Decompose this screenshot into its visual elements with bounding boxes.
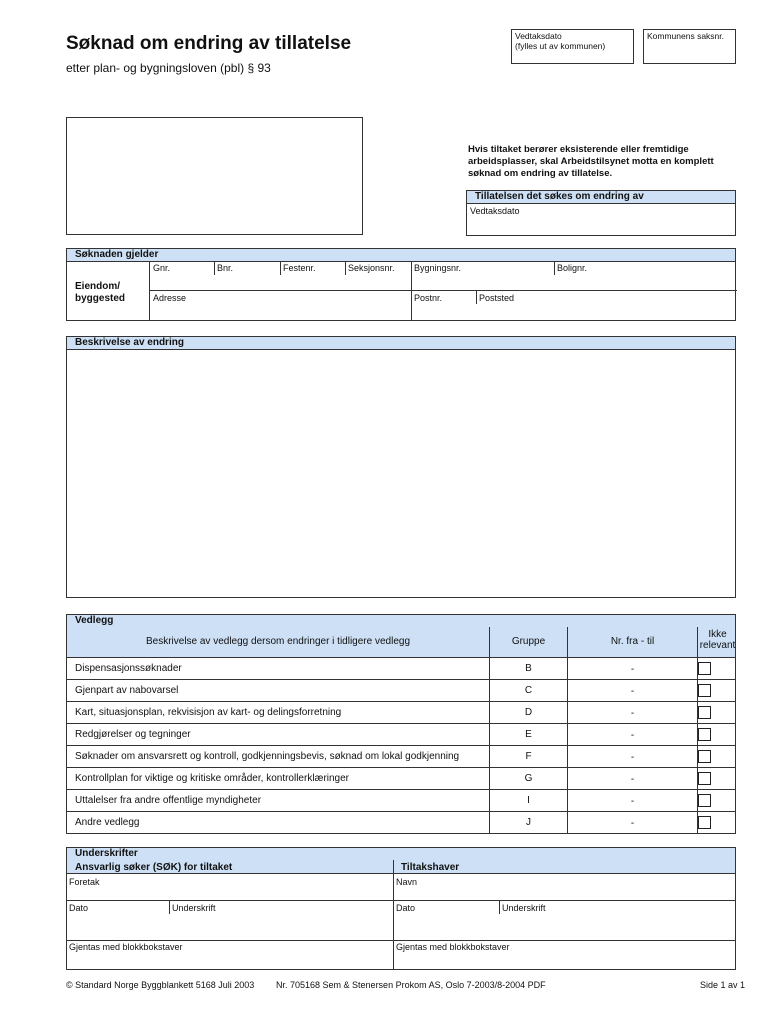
ikke-relevant-checkbox[interactable] xyxy=(698,794,711,807)
bygningsnr-field[interactable]: Bygningsnr. xyxy=(414,263,462,273)
divider xyxy=(411,261,412,321)
tiltakshaver-underskrift-field[interactable]: Underskrift xyxy=(502,903,546,913)
row-nr-field[interactable]: - xyxy=(567,746,697,767)
row-gruppe: F xyxy=(489,746,567,767)
vedlegg-table xyxy=(66,627,736,834)
table-row xyxy=(67,657,735,679)
tillatelsen-section xyxy=(466,190,736,236)
divider xyxy=(345,261,346,275)
divider xyxy=(67,900,735,901)
festenr-field[interactable]: Festenr. xyxy=(283,263,316,273)
divider xyxy=(67,940,735,941)
form-subtitle: etter plan- og bygningsloven (pbl) § 93 xyxy=(66,61,271,75)
bnr-field[interactable]: Bnr. xyxy=(217,263,234,273)
tiltakshaver-gjentas-field[interactable]: Gjentas med blokkbokstaver xyxy=(396,942,510,952)
form-title: Søknad om endring av tillatelse xyxy=(66,33,352,54)
vedtaksdato-box[interactable] xyxy=(511,29,634,64)
col-ikke-line2: relevant xyxy=(699,640,736,651)
seksjonsnr-field[interactable]: Seksjonsnr. xyxy=(348,263,395,273)
ikke-relevant-checkbox[interactable] xyxy=(698,684,711,697)
divider xyxy=(149,261,150,321)
divider xyxy=(393,860,394,970)
row-nr-field[interactable]: - xyxy=(567,812,697,833)
row-label: Redgjørelser og tegninger xyxy=(75,729,191,740)
ikke-relevant-checkbox[interactable] xyxy=(698,750,711,763)
row-gruppe: G xyxy=(489,768,567,789)
navn-field[interactable]: Navn xyxy=(396,877,418,887)
beskrivelse-heading: Beskrivelse av endring xyxy=(66,336,736,350)
table-row xyxy=(67,811,735,833)
row-label: Dispensasjonssøknader xyxy=(75,663,182,674)
row-label: Kontrollplan for viktige og kritiske områder, kontrollerklæringer xyxy=(75,773,350,784)
row-nr-field[interactable]: - xyxy=(567,790,697,811)
eiendom-table xyxy=(66,261,736,321)
col-ikke-relevant-header xyxy=(697,627,737,657)
arbeidstilsynet-notice: Hvis tiltaket berører eksisterende eller fremtidige arbeidsplasser, skal Arbeidstilsynet motta en komplett søknad om endring av tillatelse. xyxy=(468,144,714,179)
vedtaksdato-note: (fylles ut av kommunen) xyxy=(515,40,606,51)
divider xyxy=(149,290,737,291)
tillatelsen-vedtaksdato-field[interactable] xyxy=(466,204,736,236)
ikke-relevant-checkbox[interactable] xyxy=(698,728,711,741)
row-gruppe: J xyxy=(489,812,567,833)
ikke-relevant-checkbox[interactable] xyxy=(698,772,711,785)
table-row xyxy=(67,701,735,723)
row-nr-field[interactable]: - xyxy=(567,768,697,789)
footer-page-number: Side 1 av 1 xyxy=(700,980,746,990)
row-nr-field[interactable]: - xyxy=(567,680,697,701)
row-gruppe: I xyxy=(489,790,567,811)
postnr-field[interactable]: Postnr. xyxy=(414,293,443,303)
sok-gjentas-field[interactable]: Gjentas med blokkbokstaver xyxy=(69,942,183,952)
bolignr-field[interactable]: Bolignr. xyxy=(557,263,588,273)
vedlegg-heading: Vedlegg xyxy=(66,614,736,628)
table-row xyxy=(67,679,735,701)
vedtaksdato-label: Vedtaksdato xyxy=(515,31,562,41)
row-gruppe: D xyxy=(489,702,567,723)
saksnr-box[interactable] xyxy=(643,29,736,64)
saksnr-label: Kommunens saksnr. xyxy=(647,31,725,41)
row-label: Uttalelser fra andre offentlige myndigheter xyxy=(75,795,262,806)
table-row xyxy=(67,745,735,767)
tillatelsen-heading: Tillatelsen det søkes om endring av xyxy=(466,190,736,204)
tiltakshaver-dato-field[interactable]: Dato xyxy=(396,903,416,913)
eiendom-side-label xyxy=(75,281,125,305)
row-label: Gjenpart av nabovarsel xyxy=(75,685,179,696)
vedlegg-header-row xyxy=(67,627,735,657)
row-label: Søknader om ansvarsrett og kontroll, godkjenningsbevis, søknad om lokal godkjenning xyxy=(75,751,460,762)
underskrifter-heading: Underskrifter xyxy=(66,847,736,861)
table-row xyxy=(67,767,735,789)
sok-underskrift-field[interactable]: Underskrift xyxy=(172,903,216,913)
underskrifter-table xyxy=(66,860,736,970)
footer-left: © Standard Norge Byggblankett 5168 Juli 2003 xyxy=(66,980,255,990)
ikke-relevant-checkbox[interactable] xyxy=(698,706,711,719)
eiendom-label-line1: Eiendom/ xyxy=(75,281,121,292)
footer-middle: Nr. 705168 Sem & Stenersen Prokom AS, Oslo 7-2003/8-2004 PDF xyxy=(276,980,546,990)
row-label: Andre vedlegg xyxy=(75,817,140,828)
row-gruppe: B xyxy=(489,658,567,679)
address-box[interactable] xyxy=(66,117,363,235)
soknaden-heading: Søknaden gjelder xyxy=(66,248,736,262)
col-ikke-line1: Ikke xyxy=(708,629,727,640)
foretak-field[interactable]: Foretak xyxy=(69,877,100,887)
beskrivelse-textarea[interactable] xyxy=(66,349,736,598)
sok-heading: Ansvarlig søker (SØK) for tiltaket xyxy=(75,862,233,873)
row-gruppe: C xyxy=(489,680,567,701)
ikke-relevant-checkbox[interactable] xyxy=(698,662,711,675)
sok-dato-field[interactable]: Dato xyxy=(69,903,89,913)
table-row xyxy=(67,789,735,811)
row-nr-field[interactable]: - xyxy=(567,702,697,723)
poststed-field[interactable]: Poststed xyxy=(479,293,515,303)
gnr-field[interactable]: Gnr. xyxy=(153,263,171,273)
col-beskrivelse-header: Beskrivelse av vedlegg dersom endringer i tidligere vedlegg xyxy=(145,636,411,647)
ikke-relevant-checkbox[interactable] xyxy=(698,816,711,829)
divider xyxy=(280,261,281,275)
tiltakshaver-heading: Tiltakshaver xyxy=(401,862,460,873)
row-label: Kart, situasjonsplan, rekvisisjon av kart- og delingsforretning xyxy=(75,707,342,718)
row-nr-field[interactable]: - xyxy=(567,724,697,745)
row-nr-field[interactable]: - xyxy=(567,658,697,679)
divider xyxy=(169,900,170,914)
tillatelsen-vedtaksdato-label: Vedtaksdato xyxy=(470,206,520,216)
divider xyxy=(499,900,500,914)
col-nr-header: Nr. fra - til xyxy=(567,627,697,657)
row-gruppe: E xyxy=(489,724,567,745)
adresse-field[interactable]: Adresse xyxy=(153,293,187,303)
divider xyxy=(554,261,555,275)
eiendom-label-line2: byggested xyxy=(75,293,126,304)
divider xyxy=(476,290,477,304)
col-gruppe-header: Gruppe xyxy=(489,627,567,657)
divider xyxy=(214,261,215,275)
table-row xyxy=(67,723,735,745)
